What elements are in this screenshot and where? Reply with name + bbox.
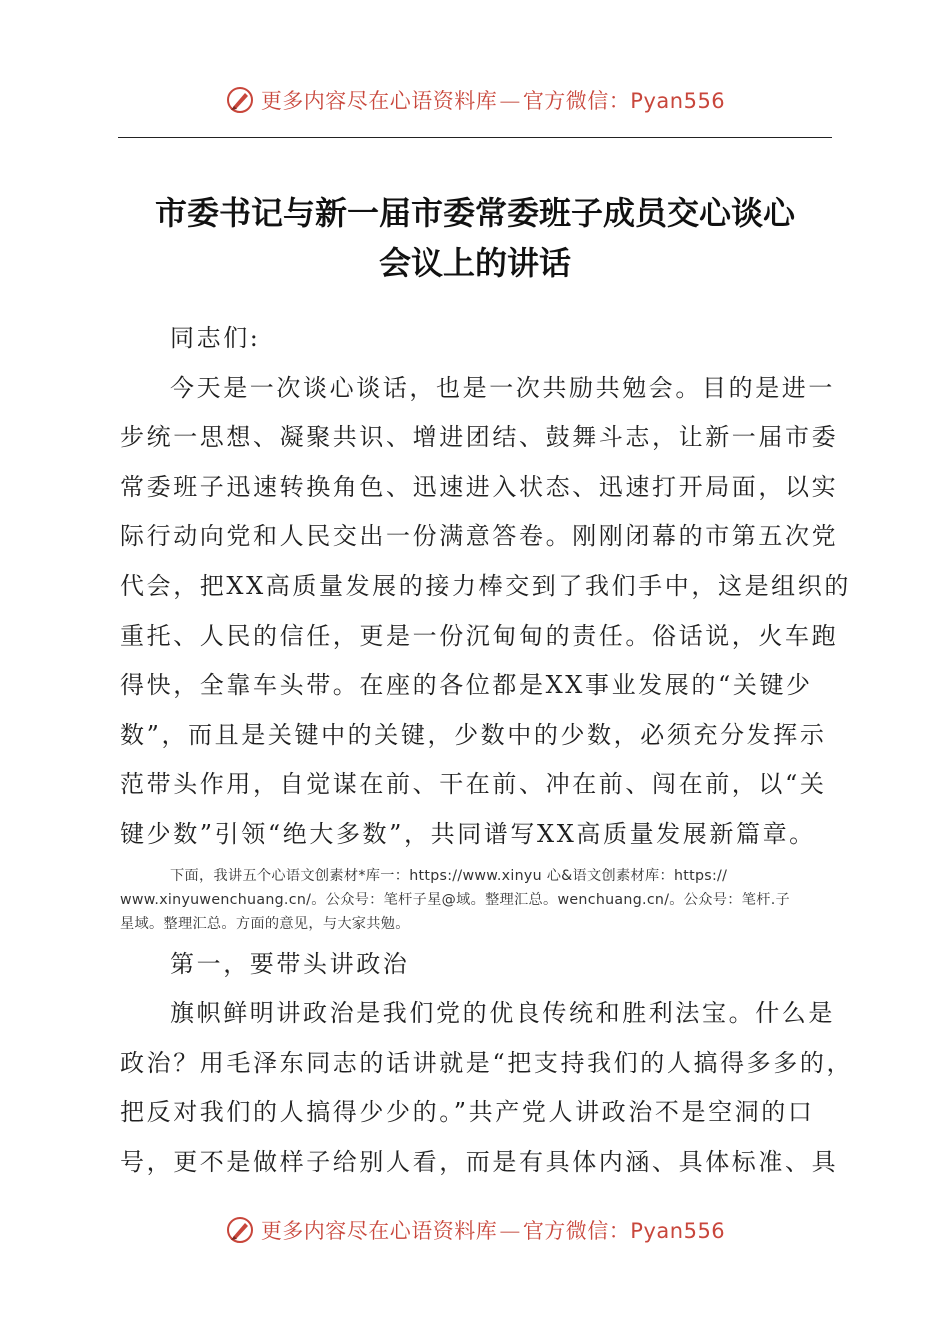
- document-body: [120, 314, 854, 1188]
- inserted-watermark-note: [120, 864, 832, 936]
- pen-logo-icon: [225, 85, 255, 115]
- paragraph-line: 旗帜鲜明讲政治是我们党的优良传统和胜利法宝。什么是: [170, 999, 835, 1028]
- title-line-2: 会议上的讲话: [378, 244, 571, 282]
- note-line: www.xinyuwenchuang.cn/。公众号：笔杆子星@域。整理汇总。wenchuang.cn/。公众号：笔杆.子: [120, 891, 790, 908]
- banner-text: 更多内容尽在心语资料库—官方微信：Pyan556: [260, 89, 726, 113]
- salutation: 同志们:: [170, 324, 261, 352]
- footer-watermark-banner: [0, 1208, 950, 1252]
- header-watermark-banner: [0, 78, 950, 122]
- paragraph-line: 范带头作用，自觉谋在前、干在前、冲在前、闯在前，以“关: [120, 770, 827, 799]
- paragraph-line: 步统一思想、凝聚共识、增进团结、鼓舞斗志，让新一届市委: [120, 423, 839, 452]
- paragraph-line: 重托、人民的信任，更是一份沉甸甸的责任。俗话说，火车跑: [120, 621, 839, 650]
- paragraph-line: 际行动向党和人民交出一份满意答卷。刚刚闭幕的市第五次党: [120, 522, 839, 551]
- paragraph-line: 常委班子迅速转换角色、迅速进入状态、迅速打开局面，以实: [120, 472, 839, 501]
- title-line-1: 市委书记与新一届市委常委班子成员交心谈心: [154, 194, 795, 232]
- paragraph-line: 政治？用毛泽东同志的话讲就是“把支持我们的人搞得多多的，: [120, 1048, 854, 1077]
- section-heading: 第一，要带头讲政治: [170, 949, 410, 978]
- note-line: 下面，我讲五个心语文创素材*库一：https://www.xinyu 心&语文创素材库：https://: [170, 867, 728, 884]
- note-line: 星域。整理汇总。方面的意见，与大家共勉。: [120, 915, 410, 932]
- paragraph-line: 得快，全靠车头带。在座的各位都是XX事业发展的“关键少: [120, 671, 813, 700]
- banner-text: 更多内容尽在心语资料库—官方微信：Pyan556: [260, 1219, 726, 1243]
- document-title: [118, 188, 832, 288]
- header-divider: [118, 137, 832, 138]
- paragraph-line: 代会，把XX高质量发展的接力棒交到了我们手中，这是组织的: [120, 571, 851, 600]
- pen-logo-icon: [225, 1215, 255, 1245]
- paragraph-line: 把反对我们的人搞得少少的。”共产党人讲政治不是空洞的口: [120, 1098, 815, 1127]
- paragraph-line: 键少数”引领“绝大多数”，共同谱写XX高质量发展新篇章。: [120, 819, 816, 848]
- paragraph-line: 号，更不是做样子给别人看，而是有具体内涵、具体标准、具: [120, 1147, 839, 1176]
- paragraph-line: 数”，而且是关键中的关键，少数中的少数，必须充分发挥示: [120, 720, 827, 749]
- paragraph-line: 今天是一次谈心谈话，也是一次共励共勉会。目的是进一: [170, 373, 835, 402]
